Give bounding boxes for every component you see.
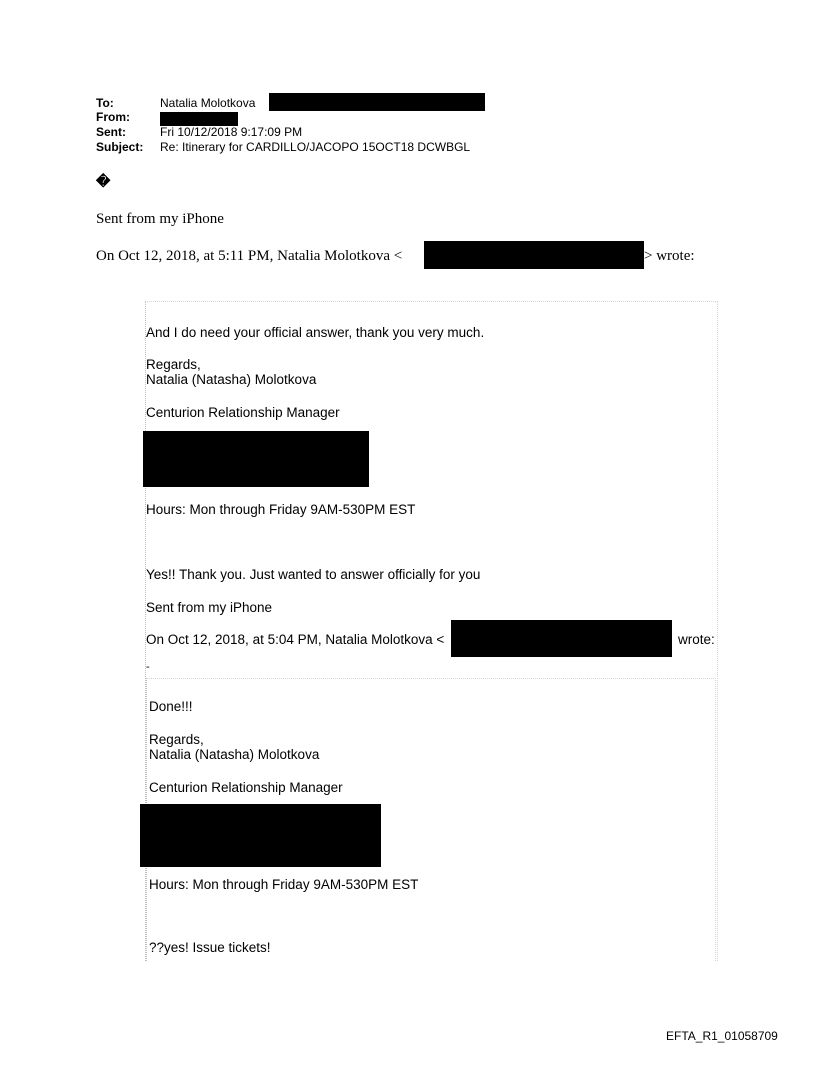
redaction-signature-1 xyxy=(143,431,369,487)
sent-value: Fri 10/12/2018 9:17:09 PM xyxy=(160,125,303,139)
sent-from-iphone: Sent from my iPhone xyxy=(96,211,224,227)
quote1-dash: - xyxy=(146,661,150,673)
quote-header-suffix: > wrote: xyxy=(644,248,695,264)
quote2-name: Natalia (Natasha) Molotkova xyxy=(149,747,320,762)
sent-label: Sent: xyxy=(96,125,126,139)
quote2-reply-text: ??yes! Issue tickets! xyxy=(149,940,271,955)
to-label: To: xyxy=(96,96,114,110)
quote1-sent-from: Sent from my iPhone xyxy=(146,600,273,615)
quote2-hours: Hours: Mon through Friday 9AM-530PM EST xyxy=(149,877,419,892)
document-id: EFTA_R1_01058709 xyxy=(666,1029,778,1043)
quote2-regards: Regards, xyxy=(149,732,204,747)
redaction-email-1 xyxy=(424,241,644,269)
quote2-title: Centurion Relationship Manager xyxy=(149,780,343,795)
quote1-reply-text: Yes!! Thank you. Just wanted to answer officially for you xyxy=(146,567,481,582)
redaction-email-2 xyxy=(451,620,672,657)
quote1-title: Centurion Relationship Manager xyxy=(146,405,340,420)
subject-label: Subject: xyxy=(96,140,144,154)
replacement-glyph: � xyxy=(96,173,111,189)
quote2-message: Done!!! xyxy=(149,699,193,714)
quote1-quote-header: On Oct 12, 2018, at 5:04 PM, Natalia Molotkova < xyxy=(146,632,445,647)
to-value: Natalia Molotkova xyxy=(160,96,256,110)
redaction-from xyxy=(160,112,238,126)
redaction-signature-2 xyxy=(140,804,381,867)
redaction-to-email xyxy=(269,93,485,111)
from-label: From: xyxy=(96,110,130,124)
quote1-hours: Hours: Mon through Friday 9AM-530PM EST xyxy=(146,502,416,517)
quote1-regards: Regards, xyxy=(146,357,201,372)
subject-value: Re: Itinerary for CARDILLO/JACOPO 15OCT18 DCWBGL xyxy=(160,140,471,154)
quote-header-prefix: On Oct 12, 2018, at 5:11 PM, Natalia Molotkova < xyxy=(96,248,403,264)
quote1-name: Natalia (Natasha) Molotkova xyxy=(146,372,317,387)
quote1-message: And I do need your official answer, thank you very much. xyxy=(146,325,485,340)
quote1-quote-suffix: wrote: xyxy=(678,632,715,647)
